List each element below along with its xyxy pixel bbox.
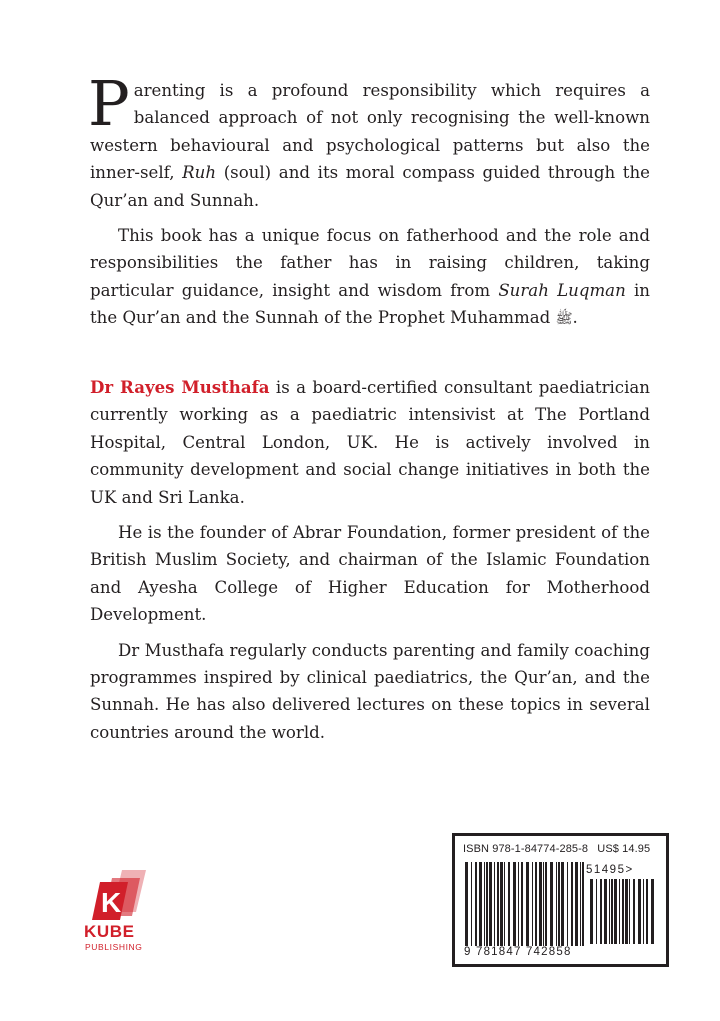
barcode-bar [543, 862, 544, 946]
barcode-bar [550, 862, 553, 946]
addon-number: 51495> [586, 864, 634, 876]
barcode-bar [582, 862, 584, 946]
pbuh-glyph: ﷺ [555, 311, 573, 328]
barcode-bar [521, 862, 523, 946]
book-blurb [88, 67, 650, 342]
barcode-bar [619, 879, 620, 944]
barcode-bar [622, 879, 624, 944]
barcode-bar [609, 879, 610, 944]
blurb-text: This book has a unique focus on fatherhood and the role and responsibilities the father has in raising children, taking particular guidance, insight and wisdom from [90, 226, 650, 300]
barcode-bar [513, 862, 516, 946]
barcode-bar [638, 879, 641, 944]
barcode-bar [556, 862, 557, 946]
blurb-paragraph-2 [90, 222, 650, 334]
barcode-bar [539, 862, 542, 946]
barcode-bar [611, 879, 613, 944]
blurb-text: arenting is a profound responsibility which requires a balanced approach of not only recognising the well-known western behavioural and psychological patterns but also the inner-self, [90, 81, 650, 183]
barcode-bar [475, 862, 477, 946]
bio-paragraph-3: Dr Musthafa regularly conducts parenting and family coaching programmes inspired by clinical paediatrics, the Qur’an, and the Sunnah. He has also delivered lectures on these topics in several countries around the world. [90, 640, 650, 742]
barcode-bar [504, 862, 505, 946]
barcode-bar [497, 862, 499, 946]
barcode-bar [604, 879, 607, 944]
barcode-bar [489, 862, 492, 946]
barcode-bar [600, 879, 602, 944]
bio-text: is a board-certified consultant paediatrician currently working as a paediatric intensivist at The Portland Hospital, Central London, UK. He is actively involved in community development and social change initiatives in both the UK and Sri Lanka. [90, 378, 650, 507]
barcode-bar [625, 879, 628, 944]
author-name: Dr Rayes Musthafa [90, 377, 270, 397]
barcode-bar [629, 879, 630, 944]
barcode-bar [567, 862, 568, 946]
isbn-line [463, 843, 650, 855]
barcode-bar [479, 862, 482, 946]
barcode-bar [651, 879, 654, 944]
barcode-bar [526, 862, 529, 946]
bio-paragraph-1 [90, 374, 650, 511]
barcode-bar [558, 862, 560, 946]
blurb-paragraph-1 [88, 67, 650, 214]
barcode-bar [471, 862, 472, 946]
addon-barcode [590, 879, 656, 944]
surah-title: Surah Luqman [498, 280, 626, 300]
barcode-bar [590, 879, 593, 944]
barcode-bar [484, 862, 485, 946]
logo-letter: K [101, 887, 122, 918]
blurb-text: in the Qur’an and the Sunnah of the Prophet Muhammad [90, 280, 650, 328]
publisher-name: KUBE [84, 922, 135, 941]
barcode-bar [494, 862, 495, 946]
ean-barcode [465, 862, 585, 946]
publisher-subtitle: PUBLISHING [85, 942, 143, 952]
barcode-bar [508, 862, 510, 946]
barcode-bar [532, 862, 533, 946]
barcode-bar [465, 862, 468, 946]
barcode-bar [486, 862, 488, 946]
barcode-bar [596, 879, 597, 944]
bio-paragraph-2: He is the founder of Abrar Foundation, former president of the British Muslim Society, and chairman of the Islamic Foundation and Ayesha College of Higher Education for Motherhood Development. [90, 523, 650, 625]
barcode-bar [518, 862, 519, 946]
barcode-bar [535, 862, 537, 946]
barcode-bar [575, 862, 578, 946]
blurb-text: (soul) and its moral compass guided through the Qur’an and Sunnah. [90, 163, 650, 210]
barcode-panel [452, 833, 669, 967]
ean-number: 9 781847 742858 [464, 946, 572, 958]
author-bio [90, 374, 650, 754]
barcode-bar [571, 862, 573, 946]
price-label: US$ 14.95 [597, 843, 651, 855]
barcode-bar [614, 879, 617, 944]
barcode-bar [633, 879, 635, 944]
barcode-bar [643, 879, 644, 944]
barcode-bar [580, 862, 581, 946]
drop-cap: P [88, 67, 130, 140]
barcode-bar [500, 862, 503, 946]
barcode-bar [646, 879, 648, 944]
ruh-term: Ruh [182, 163, 217, 183]
blurb-text: . [572, 308, 578, 328]
barcode-bar [545, 862, 547, 946]
isbn-label: ISBN 978-1-84774-285-8 [463, 843, 589, 855]
barcode-bar [561, 862, 564, 946]
